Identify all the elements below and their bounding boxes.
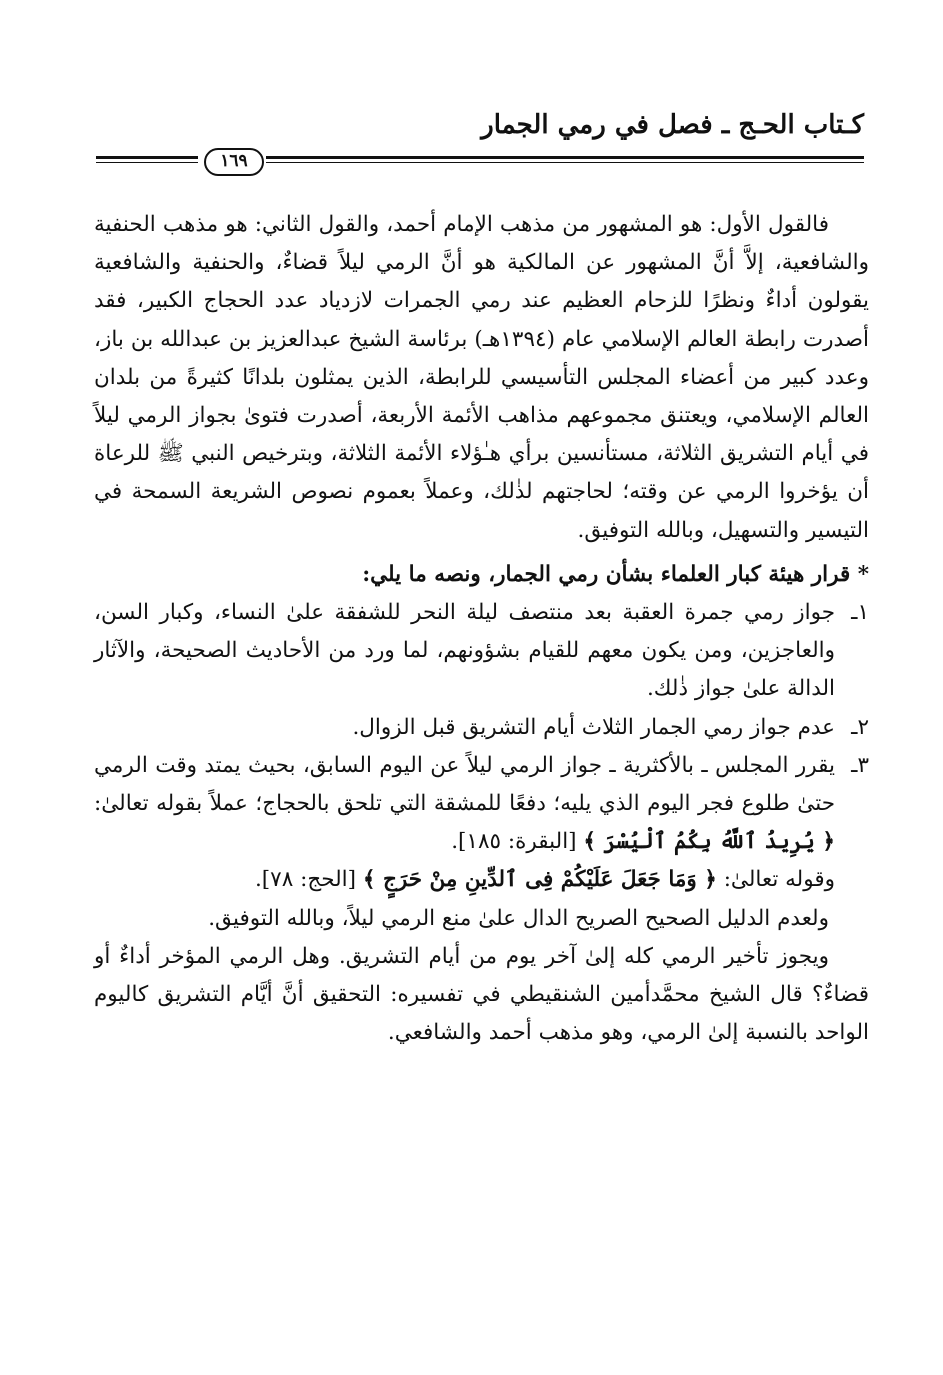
quran-verse-1: ﴿ يُرِيدُ ٱللَّهُ بِكُمُ ٱلْيُسْرَ ﴾ [583,829,835,855]
paragraph-after-list: ولعدم الدليل الصحيح الصريح الدال علىٰ منع الرمي ليلاً، وبالله التوفيق. [208,905,829,931]
paragraph-last: ويجوز تأخير الرمي كله إلىٰ آخر يوم من أيام التشريق. وهل الرمي المؤخر أداءٌ أو قضاءٌ؟ قال الشيخ محمَّدأمين الشنقيطي في تفسيره: التحقيق أنَّ أيَّام التشريق كاليوم الواحد بالنسبة إلىٰ الرمي، وهو مذهب أحمد والشافعي. [94,943,869,1046]
quran-verse-2: ﴿ وَمَا جَعَلَ عَلَيْكُمْ فِى ٱلدِّينِ مِنْ حَرَجٍ ﴾ [362,867,717,893]
list-item-2 [94,709,869,747]
page-number: ١٦٩ [204,148,264,176]
header-rule-left [96,156,198,159]
header-rule [96,148,864,172]
list-item-1-text: جواز رمي جمرة العقبة بعد منتصف ليلة النحر للشفقة علىٰ النساء، وكبار السن، والعاجزين، ومن يكون معهم للقيام بشؤونهم، لما ورد من الأحاديث الصحيحة، والآثار الدالة علىٰ جواز ذٰلك. [94,600,835,702]
list-item-3-continued: وقوله تعالىٰ: [716,867,835,893]
running-title: كـتاب الحـج ـ فصل في رمي الجمار [481,110,864,140]
verse-1-reference: [البقرة: ١٨٥]. [451,829,584,855]
list-item-3-number: ٣ـ [851,752,869,778]
list-item-3-text: يقرر المجلس ـ بالأكثرية ـ جواز الرمي ليلاً عن اليوم السابق، بحيث يمتد وقت الرمي حتىٰ طلوع فجر اليوم الذي يليه؛ دفعًا للمشقة التي تلحق بالحجاج؛ عملاً بقوله تعالىٰ: [94,752,835,817]
page-body [94,206,869,1052]
header-rule-right [266,156,864,159]
list-item-2-text: عدم جواز رمي الجمار الثلاث أيام التشريق قبل الزوال. [352,714,835,740]
verse-2-reference: [الحج: ٧٨]. [254,867,363,893]
list-item-3 [94,747,869,900]
list-item-2-number: ٢ـ [851,714,869,740]
list-item-1-number: ١ـ [851,600,869,626]
section-heading: * قرار هيئة كبار العلماء بشأن رمي الجمار، ونصه ما يلي: [362,561,869,587]
page-header [96,108,864,174]
paragraph-1: فالقول الأول: هو المشهور من مذهب الإمام أحمد، والقول الثاني: هو مذهب الحنفية والشافعية، إلاَّ أنَّ المشهور عن المالكية هو أنَّ الرمي ليلاً قضاءٌ، والحنفية والشافعية يقولون أداءٌ ونظرًا للزحام العظيم عند رمي الجمرات لازدياد عدد الحجاج الكبير، فقد أصدرت رابطة العالم الإسلامي عام (١٣٩٤هـ) برئاسة الشيخ عبدالعزيز بن عبدالله بن باز، وعدد كبير من أعضاء المجلس التأسيسي للرابطة، الذين يمثلون بلدانًا كثيرةً من بلدان العالم الإسلامي، ويعتنق مجموعهم مذاهب الأئمة الأربعة، أصدرت فتوىٰ بجواز الرمي ليلاً في أيام التشريق الثلاثة، مستأنسين برأي هـٰؤلاء الأئمة الثلاثة، وبترخيص النبي ﷺ للرعاة أن يؤخروا الرمي عن وقته؛ لحاجتهم لذٰلك، وعملاً بعموم نصوص الشريعة السمحة في التيسير والتسهيل، وبالله التوفيق. [94,212,869,543]
list-item-1 [94,594,869,709]
